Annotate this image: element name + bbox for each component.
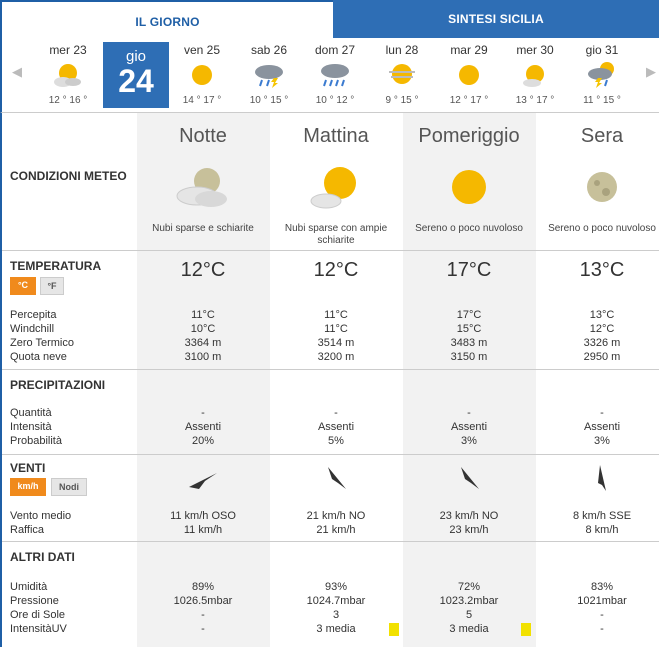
gust-value: 21 km/h (316, 524, 356, 536)
rain-cloud-icon (318, 60, 352, 88)
windchill-value: 12°C (589, 323, 615, 335)
label-intensity: Intensità (10, 421, 52, 433)
condition-description: Nubi sparse e schiarite (152, 223, 254, 234)
period-name: Sera (580, 125, 624, 147)
intensity-value: Assenti (583, 421, 621, 433)
day-name: mar 29 (450, 43, 488, 57)
pressure-value: 1024.7mbar (306, 595, 366, 607)
moon-icon (572, 163, 632, 213)
intensity-value: Assenti (450, 421, 488, 433)
label-snow-level: Quota neve (10, 351, 67, 363)
pressure-value: 1023.2mbar (439, 595, 499, 607)
gust-value: 8 km/h (585, 524, 619, 536)
sun-storm-icon (585, 60, 619, 88)
condition-description: Nubi sparse con ampie schiarite (284, 223, 388, 246)
moon-cloud-icon (173, 163, 233, 213)
day-temp: 12 ° 17 ° (449, 95, 489, 106)
sun-hours-value: 5 (465, 609, 473, 621)
day-name: dom 27 (314, 43, 356, 57)
probability-value: 3% (461, 435, 477, 447)
period-name: Mattina (303, 125, 369, 147)
fahrenheit-button[interactable]: °F (40, 277, 64, 295)
day-number: 24 (118, 63, 154, 99)
period-temp: 12°C (180, 259, 226, 281)
label-gust: Raffica (10, 524, 45, 536)
day-item[interactable] (436, 38, 502, 112)
avg-wind-value: 11 km/h OSO (170, 510, 236, 522)
day-item[interactable] (569, 38, 635, 112)
windchill-value: 10°C (190, 323, 216, 335)
day-item[interactable] (369, 38, 435, 112)
label-quantity: Quantità (10, 407, 52, 419)
sun-hours-value: - (201, 609, 205, 621)
perceived-value: 11°C (324, 309, 348, 321)
gust-value: 11 km/h (183, 524, 223, 536)
section-conditions: CONDIZIONI METEO (10, 169, 127, 183)
day-name: sab 26 (250, 43, 288, 57)
partly-sunny-icon (518, 60, 552, 88)
period-name: Notte (179, 125, 227, 147)
snow-level-value: 3100 m (184, 351, 222, 363)
label-avg-wind: Vento medio (10, 510, 72, 522)
day-temp: 14 ° 17 ° (182, 95, 222, 106)
label-pressure: Pressione (10, 595, 59, 607)
quantity-value: - (201, 407, 205, 419)
divider (2, 250, 659, 251)
label-humidity: Umidità (10, 581, 48, 593)
condition-description: Sereno o poco nuvoloso (548, 223, 656, 234)
sun-icon (452, 60, 486, 88)
probability-value: 5% (328, 435, 344, 447)
uv-value: 3 media (449, 623, 489, 635)
zero-thermal-value: 3483 m (450, 337, 488, 349)
day-item[interactable] (502, 38, 568, 112)
wind-direction-icon (449, 463, 489, 493)
intensity-value: Assenti (317, 421, 355, 433)
zero-thermal-value: 3326 m (583, 337, 621, 349)
condition-description: Sereno o poco nuvoloso (415, 223, 523, 234)
day-name: lun 28 (385, 43, 419, 57)
avg-wind-value: 21 km/h NO (306, 510, 366, 522)
period-temp: 13°C (579, 259, 625, 281)
snow-level-value: 3150 m (450, 351, 488, 363)
label-uv: IntensitàUV (10, 623, 67, 635)
quantity-value: - (600, 407, 604, 419)
day-temp: 9 ° 15 ° (385, 95, 419, 106)
section-temperature: TEMPERATURA (10, 259, 102, 273)
tab-day[interactable]: IL GIORNO (0, 0, 333, 38)
quantity-value: - (467, 407, 471, 419)
label-sun-hours: Ore di Sole (10, 609, 66, 621)
zero-thermal-value: 3514 m (317, 337, 355, 349)
day-name: gio (125, 48, 147, 65)
uv-value: - (600, 623, 604, 635)
label-windchill: Windchill (10, 323, 55, 335)
humidity-value: 93% (324, 581, 348, 593)
sun-cloud-icon (306, 163, 366, 213)
day-item[interactable] (169, 38, 235, 112)
snow-level-value: 3200 m (317, 351, 355, 363)
day-temp: 12 ° 16 ° (48, 95, 88, 106)
quantity-value: - (334, 407, 338, 419)
uv-value: - (201, 623, 205, 635)
kmh-button[interactable]: km/h (10, 478, 46, 496)
day-temp: 11 ° 15 ° (583, 95, 621, 106)
probability-value: 3% (594, 435, 610, 447)
sun-icon (439, 163, 499, 213)
divider (2, 454, 659, 455)
divider (2, 369, 659, 370)
sun-wind-icon (385, 60, 419, 88)
next-arrow-icon[interactable]: ▶ (646, 64, 656, 79)
partly-sunny-icon (51, 60, 85, 88)
sun-hours-value: - (600, 609, 604, 621)
label-zero-thermal: Zero Termico (10, 337, 74, 349)
wind-direction-icon (183, 465, 223, 495)
storm-cloud-icon (252, 60, 286, 88)
day-item[interactable] (236, 38, 302, 112)
day-name: mer 30 (516, 43, 554, 57)
uv-value: 3 media (316, 623, 356, 635)
pressure-value: 1026.5mbar (173, 595, 233, 607)
windchill-value: 15°C (456, 323, 482, 335)
gust-value: 23 km/h (449, 524, 489, 536)
wind-direction-icon (582, 463, 622, 493)
section-other: ALTRI DATI (10, 550, 75, 564)
label-perceived: Percepita (10, 309, 57, 321)
perceived-value: 11°C (191, 309, 215, 321)
forecast-table (0, 112, 659, 647)
day-item[interactable] (302, 38, 368, 112)
snow-level-value: 2950 m (583, 351, 621, 363)
day-strip (0, 38, 659, 112)
intensity-value: Assenti (184, 421, 222, 433)
uv-level-indicator (389, 623, 399, 636)
probability-value: 20% (191, 435, 215, 447)
avg-wind-value: 23 km/h NO (439, 510, 499, 522)
knots-button[interactable]: Nodi (51, 478, 87, 496)
day-temp: 13 ° 17 ° (515, 95, 555, 106)
wind-direction-icon (316, 463, 356, 493)
divider (2, 541, 659, 542)
section-wind: VENTI (10, 461, 46, 475)
humidity-value: 72% (457, 581, 481, 593)
period-temp: 12°C (313, 259, 359, 281)
windchill-value: 11°C (324, 323, 348, 335)
avg-wind-value: 8 km/h SSE (572, 510, 632, 522)
day-temp: 10 ° 15 ° (249, 95, 289, 106)
tab-summary[interactable]: SINTESI SICILIA (333, 0, 659, 38)
period-temp: 17°C (446, 259, 492, 281)
day-item-selected[interactable] (103, 42, 169, 108)
period-name: Pomeriggio (418, 125, 520, 147)
humidity-value: 89% (191, 581, 215, 593)
perceived-value: 17°C (456, 309, 482, 321)
sun-hours-value: 3 (332, 609, 340, 621)
day-name: ven 25 (183, 43, 221, 57)
label-probability: Probabilità (10, 435, 62, 447)
perceived-value: 13°C (589, 309, 615, 321)
zero-thermal-value: 3364 m (184, 337, 222, 349)
sun-icon (185, 60, 219, 88)
day-temp: 10 ° 12 ° (315, 95, 355, 106)
humidity-value: 83% (590, 581, 614, 593)
prev-arrow-icon[interactable]: ◀ (12, 64, 22, 79)
pressure-value: 1021mbar (577, 595, 627, 607)
uv-level-indicator (521, 623, 531, 636)
section-precipitation: PRECIPITAZIONI (10, 378, 106, 392)
day-name: gio 31 (585, 43, 619, 57)
celsius-button[interactable]: °C (10, 277, 36, 295)
day-item[interactable] (35, 38, 101, 112)
tab-bar (0, 0, 659, 38)
day-name: mer 23 (49, 43, 87, 57)
